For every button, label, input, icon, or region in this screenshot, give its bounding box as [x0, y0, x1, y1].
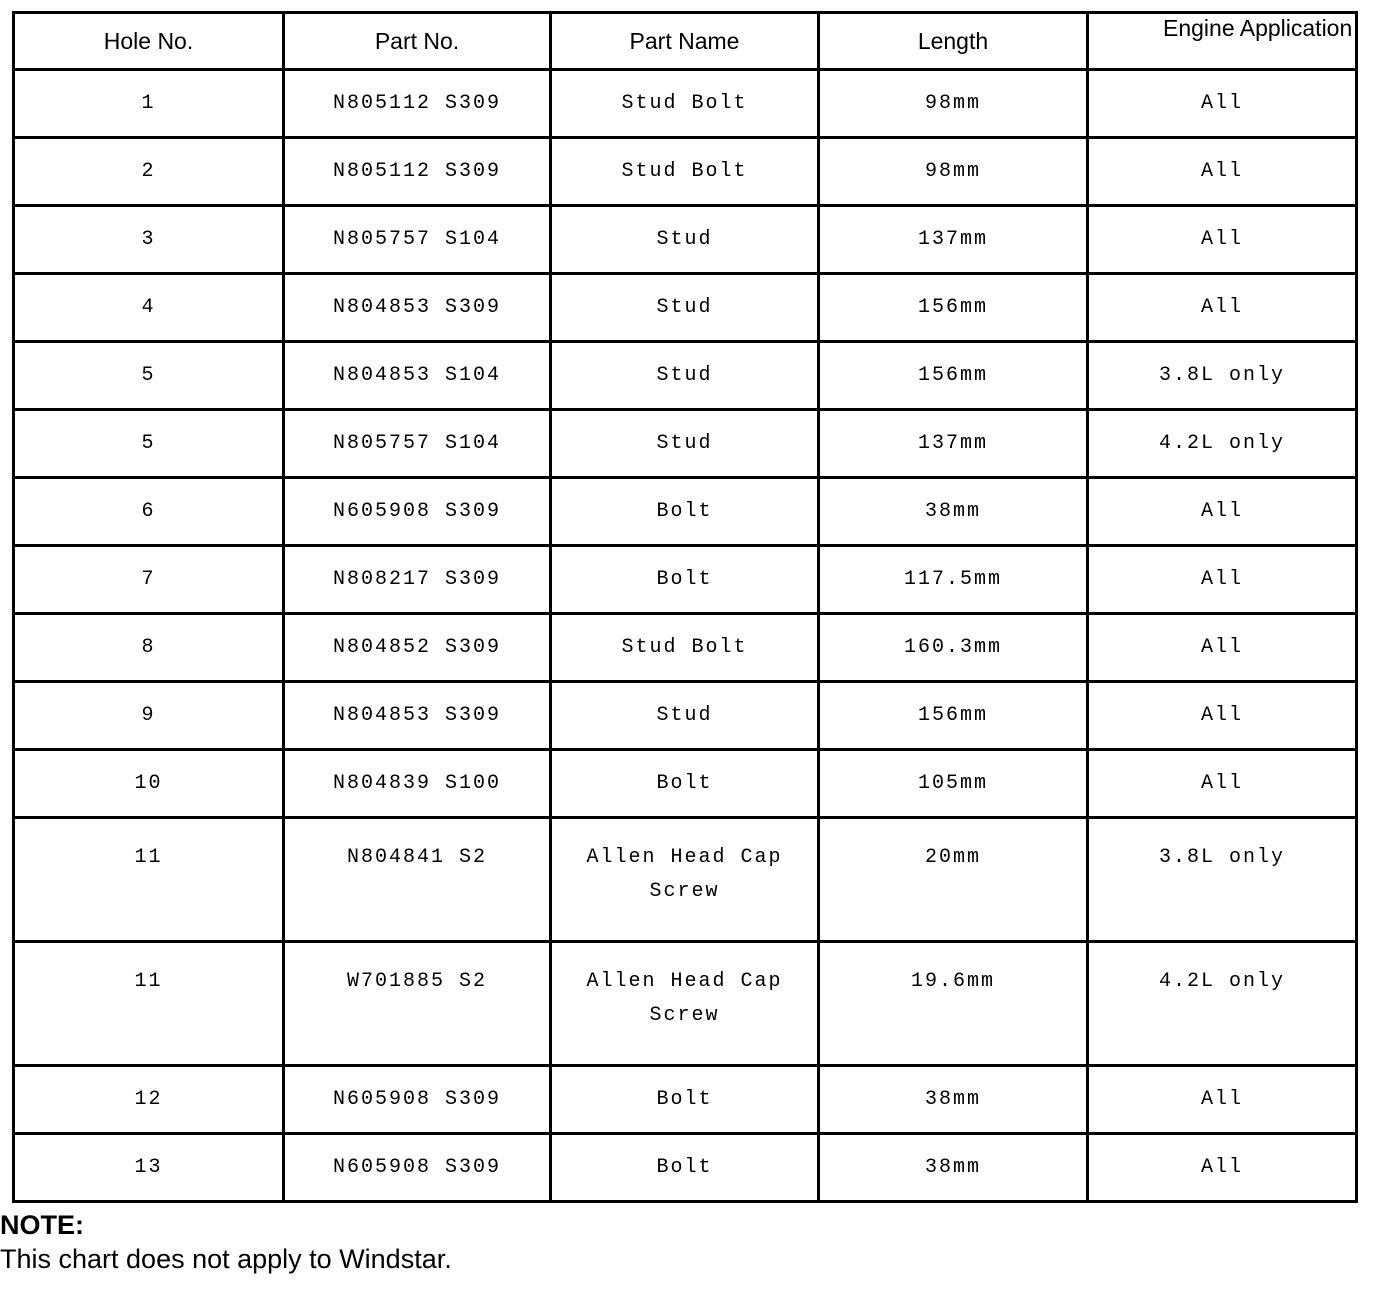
- header-engine-application: Engine Application: [1088, 13, 1357, 70]
- cell-length: 19.6mm: [819, 942, 1088, 1066]
- cell-hole-no: 13: [14, 1134, 284, 1202]
- cell-part-no: N805757 S104: [284, 206, 551, 274]
- note-label: NOTE:: [0, 1210, 84, 1240]
- cell-length: 137mm: [819, 206, 1088, 274]
- table-row: [14, 138, 1357, 206]
- cell-part-no: W701885 S2: [284, 942, 551, 1066]
- cell-part-name: Stud: [551, 206, 819, 274]
- cell-part-no: N605908 S309: [284, 1066, 551, 1134]
- cell-part-no: N805757 S104: [284, 410, 551, 478]
- cell-length: 38mm: [819, 478, 1088, 546]
- cell-length: 156mm: [819, 342, 1088, 410]
- cell-length: 156mm: [819, 274, 1088, 342]
- cell-hole-no: 5: [14, 342, 284, 410]
- cell-hole-no: 7: [14, 546, 284, 614]
- cell-part-no: N805112 S309: [284, 70, 551, 138]
- cell-length: 98mm: [819, 70, 1088, 138]
- parts-table: [12, 11, 1358, 1203]
- cell-hole-no: 9: [14, 682, 284, 750]
- cell-hole-no: 4: [14, 274, 284, 342]
- cell-engine-application: 4.2L only: [1088, 410, 1357, 478]
- cell-hole-no: 3: [14, 206, 284, 274]
- cell-engine-application: All: [1088, 546, 1357, 614]
- cell-part-name: Bolt: [551, 750, 819, 818]
- cell-part-name: Stud: [551, 274, 819, 342]
- cell-part-name: Stud: [551, 342, 819, 410]
- cell-hole-no: 1: [14, 70, 284, 138]
- table-row: [14, 546, 1357, 614]
- cell-engine-application: All: [1088, 682, 1357, 750]
- cell-part-name: Bolt: [551, 546, 819, 614]
- cell-part-name: Allen Head Cap Screw: [551, 942, 819, 1066]
- cell-length: 38mm: [819, 1134, 1088, 1202]
- cell-part-no: N605908 S309: [284, 478, 551, 546]
- cell-part-no: N605908 S309: [284, 1134, 551, 1202]
- table-row: [14, 274, 1357, 342]
- table-row: [14, 682, 1357, 750]
- cell-part-name: Stud: [551, 682, 819, 750]
- cell-length: 137mm: [819, 410, 1088, 478]
- cell-hole-no: 2: [14, 138, 284, 206]
- cell-length: 98mm: [819, 138, 1088, 206]
- table-row: [14, 206, 1357, 274]
- cell-hole-no: 11: [14, 818, 284, 942]
- table-row: [14, 410, 1357, 478]
- cell-part-name: Stud Bolt: [551, 70, 819, 138]
- cell-engine-application: All: [1088, 478, 1357, 546]
- note-block: [0, 1208, 452, 1276]
- table-row: [14, 478, 1357, 546]
- cell-part-no: N804852 S309: [284, 614, 551, 682]
- table-row: [14, 818, 1357, 942]
- cell-part-name: Bolt: [551, 1134, 819, 1202]
- table-row: [14, 1066, 1357, 1134]
- cell-engine-application: All: [1088, 1134, 1357, 1202]
- cell-engine-application: All: [1088, 1066, 1357, 1134]
- cell-hole-no: 6: [14, 478, 284, 546]
- cell-engine-application: 3.8L only: [1088, 342, 1357, 410]
- cell-part-no: N804839 S100: [284, 750, 551, 818]
- header-row: [14, 13, 1357, 70]
- cell-part-no: N804841 S2: [284, 818, 551, 942]
- cell-length: 117.5mm: [819, 546, 1088, 614]
- header-part-name: Part Name: [551, 13, 819, 70]
- cell-engine-application: All: [1088, 206, 1357, 274]
- cell-hole-no: 12: [14, 1066, 284, 1134]
- header-hole-no: Hole No.: [14, 13, 284, 70]
- table-row: [14, 614, 1357, 682]
- table-row: [14, 70, 1357, 138]
- cell-engine-application: All: [1088, 614, 1357, 682]
- cell-engine-application: 3.8L only: [1088, 818, 1357, 942]
- cell-length: 105mm: [819, 750, 1088, 818]
- cell-part-no: N808217 S309: [284, 546, 551, 614]
- cell-engine-application: All: [1088, 274, 1357, 342]
- header-length: Length: [819, 13, 1088, 70]
- cell-hole-no: 5: [14, 410, 284, 478]
- cell-part-no: N804853 S104: [284, 342, 551, 410]
- cell-part-name: Bolt: [551, 1066, 819, 1134]
- table-row: [14, 942, 1357, 1066]
- header-part-no: Part No.: [284, 13, 551, 70]
- cell-part-name: Bolt: [551, 478, 819, 546]
- cell-part-name: Stud Bolt: [551, 614, 819, 682]
- table-body: [14, 70, 1357, 1202]
- cell-part-no: N804853 S309: [284, 274, 551, 342]
- cell-part-name: Stud Bolt: [551, 138, 819, 206]
- note-text: This chart does not apply to Windstar.: [0, 1244, 452, 1274]
- cell-length: 156mm: [819, 682, 1088, 750]
- cell-length: 160.3mm: [819, 614, 1088, 682]
- cell-hole-no: 11: [14, 942, 284, 1066]
- cell-engine-application: All: [1088, 138, 1357, 206]
- cell-hole-no: 10: [14, 750, 284, 818]
- cell-part-name: Stud: [551, 410, 819, 478]
- cell-engine-application: 4.2L only: [1088, 942, 1357, 1066]
- cell-part-no: N804853 S309: [284, 682, 551, 750]
- cell-hole-no: 8: [14, 614, 284, 682]
- cell-part-no: N805112 S309: [284, 138, 551, 206]
- cell-length: 38mm: [819, 1066, 1088, 1134]
- table-row: [14, 1134, 1357, 1202]
- cell-length: 20mm: [819, 818, 1088, 942]
- cell-part-name: Allen Head Cap Screw: [551, 818, 819, 942]
- table-row: [14, 750, 1357, 818]
- cell-engine-application: All: [1088, 750, 1357, 818]
- table-row: [14, 342, 1357, 410]
- cell-engine-application: All: [1088, 70, 1357, 138]
